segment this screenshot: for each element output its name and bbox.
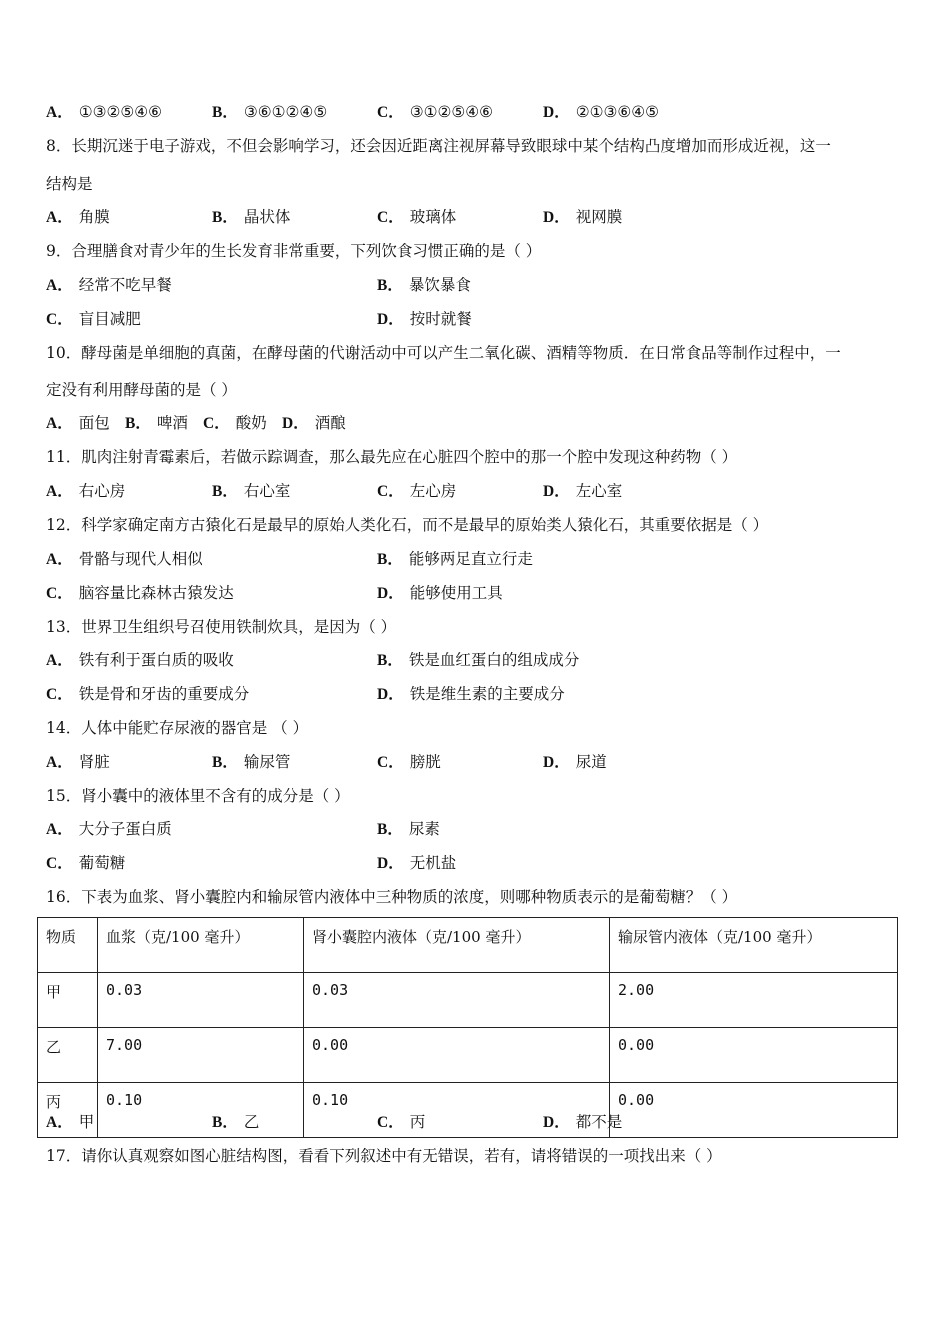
option-text: 肾脏 <box>78 753 110 771</box>
option-text: 葡萄糖 <box>78 854 126 872</box>
q11-stem: 11．肌肉注射青霉素后，若做示踪调查，那么最先应在心脏四个腔中的那一个腔中发现这种药物（ ） <box>46 448 738 466</box>
option-letter: B． <box>377 652 403 669</box>
option-letter: D． <box>543 483 570 500</box>
table-row <box>38 973 898 1028</box>
option-text: 乙 <box>243 1113 260 1131</box>
q11-option-d <box>543 481 622 502</box>
table-header-cell: 输尿管内液体（克/100 毫升） <box>610 918 898 973</box>
q12-option-d <box>377 583 503 604</box>
q13-option-d <box>377 684 565 705</box>
option-text: 暴饮暴食 <box>408 276 471 294</box>
q7-option-b <box>212 102 327 123</box>
option-text: 盲目减肥 <box>78 310 141 328</box>
table-cell: 0.03 <box>98 973 304 1028</box>
option-letter: D． <box>377 855 404 872</box>
option-letter: D． <box>543 1114 570 1131</box>
option-letter: A． <box>46 652 73 669</box>
q7-option-d <box>543 102 659 123</box>
q9-option-d <box>377 309 472 330</box>
option-letter: D． <box>377 311 404 328</box>
option-letter: B． <box>212 754 238 771</box>
option-text: 右心室 <box>243 482 291 500</box>
option-letter: C． <box>377 209 404 226</box>
option-text: 经常不吃早餐 <box>78 276 172 294</box>
table-row <box>38 1028 898 1083</box>
option-text: 无机盐 <box>409 854 457 872</box>
option-letter: C． <box>377 104 404 121</box>
q8-stem-line2: 结构是 <box>46 175 93 193</box>
option-text: 都不是 <box>575 1113 623 1131</box>
q12-option-c <box>46 583 234 604</box>
q16-option-b <box>212 1112 259 1133</box>
option-text: 按时就餐 <box>409 310 472 328</box>
option-text: ②①③⑥④⑤ <box>575 103 660 121</box>
q8-stem-line1: 8．长期沉迷于电子游戏，不但会影响学习，还会因近距离注视屏幕导致眼球中某个结构凸度增加而形成近视，这一 <box>46 137 831 155</box>
q17-stem: 17．请你认真观察如图心脏结构图，看看下列叙述中有无错误，若有，请将错误的一项找出来（ ） <box>46 1147 722 1165</box>
option-text: 能够两足直立行走 <box>408 550 533 568</box>
option-text: 丙 <box>409 1113 426 1131</box>
option-text: ①③②⑤④⑥ <box>78 103 163 121</box>
option-letter: D． <box>543 754 570 771</box>
table-header-cell: 血浆（克/100 毫升） <box>98 918 304 973</box>
q12-option-b <box>377 549 533 570</box>
table-header-cell: 物质 <box>38 918 98 973</box>
q16-stem: 16．下表为血浆、肾小囊腔内和输尿管内液体中三种物质的浓度，则哪种物质表示的是葡萄糖？（ ） <box>46 888 738 906</box>
table-cell: 7.00 <box>98 1028 304 1083</box>
q10-stem-line1: 10．酵母菌是单细胞的真菌，在酵母菌的代谢活动中可以产生二氧化碳、酒精等物质．在日常食品等制作过程中，一 <box>46 344 841 362</box>
q8-option-b <box>212 207 290 228</box>
q13-option-c <box>46 684 249 705</box>
q14-stem: 14．人体中能贮存尿液的器官是 （ ） <box>46 719 309 737</box>
table-cell: 0.10 <box>98 1083 304 1138</box>
option-text: 铁有利于蛋白质的吸收 <box>78 651 234 669</box>
q15-stem: 15．肾小囊中的液体里不含有的成分是（ ） <box>46 787 350 805</box>
option-text: 酸奶 <box>235 414 267 432</box>
q12-stem: 12．科学家确定南方古猿化石是最早的原始人类化石，而不是最早的原始类人猿化石，其重要依据是（ ） <box>46 516 769 534</box>
table-header-row <box>38 918 898 973</box>
option-letter: B． <box>377 551 403 568</box>
table-cell: 0.10 <box>304 1083 610 1138</box>
option-letter: C． <box>46 855 73 872</box>
concentration-table <box>37 917 898 1138</box>
q15-option-a <box>46 819 172 840</box>
q10-option-c <box>203 413 267 434</box>
q14-option-a <box>46 752 110 773</box>
option-text: 大分子蛋白质 <box>78 820 172 838</box>
option-letter: B． <box>377 277 403 294</box>
option-letter: C． <box>46 686 73 703</box>
option-letter: D． <box>543 209 570 226</box>
option-letter: A． <box>46 104 73 121</box>
option-letter: D． <box>282 415 309 432</box>
q14-option-c <box>377 752 441 773</box>
option-text: 晶状体 <box>243 208 291 226</box>
option-letter: C． <box>46 585 73 602</box>
option-text: 尿素 <box>408 820 440 838</box>
option-text: 脑容量比森林古猿发达 <box>78 584 234 602</box>
option-letter: D． <box>377 585 404 602</box>
option-letter: C． <box>377 1114 404 1131</box>
option-text: 角膜 <box>78 208 110 226</box>
option-letter: B． <box>212 483 238 500</box>
q8-option-a <box>46 207 110 228</box>
option-letter: B． <box>212 104 238 121</box>
option-letter: B． <box>377 821 403 838</box>
option-letter: B． <box>125 415 151 432</box>
option-text: 铁是血红蛋白的组成成分 <box>408 651 580 669</box>
table-cell: 2.00 <box>610 973 898 1028</box>
option-text: 铁是骨和牙齿的重要成分 <box>78 685 250 703</box>
option-text: 尿道 <box>575 753 607 771</box>
option-text: 能够使用工具 <box>409 584 503 602</box>
table-cell: 甲 <box>38 973 98 1028</box>
q10-option-a <box>46 413 110 434</box>
table-cell: 0.00 <box>610 1083 898 1138</box>
option-text: 右心房 <box>78 482 126 500</box>
q8-option-c <box>377 207 456 228</box>
q9-stem: 9．合理膳食对青少年的生长发育非常重要，下列饮食习惯正确的是（ ） <box>46 242 542 260</box>
option-letter: A． <box>46 209 73 226</box>
q14-option-d <box>543 752 607 773</box>
table-row <box>38 1083 898 1138</box>
table-cell: 0.00 <box>304 1028 610 1083</box>
table-cell: 0.00 <box>610 1028 898 1083</box>
q9-option-b <box>377 275 471 296</box>
option-letter: A． <box>46 821 73 838</box>
option-letter: D． <box>377 686 404 703</box>
option-text: 左心室 <box>575 482 623 500</box>
q11-option-a <box>46 481 125 502</box>
q16-option-a <box>46 1112 94 1133</box>
option-letter: C． <box>46 311 73 328</box>
option-text: 酒酿 <box>314 414 346 432</box>
q13-option-a <box>46 650 234 671</box>
option-text: 甲 <box>78 1113 95 1131</box>
option-letter: C． <box>203 415 230 432</box>
option-text: 骨骼与现代人相似 <box>78 550 203 568</box>
q11-option-c <box>377 481 456 502</box>
table-cell: 丙 <box>38 1083 98 1138</box>
q10-stem-line2: 定没有利用酵母菌的是（ ） <box>46 381 237 399</box>
q15-option-d <box>377 853 456 874</box>
option-letter: C． <box>377 483 404 500</box>
q13-option-b <box>377 650 579 671</box>
option-letter: A． <box>46 483 73 500</box>
table-header-cell: 肾小囊腔内液体（克/100 毫升） <box>304 918 610 973</box>
option-text: 左心房 <box>409 482 457 500</box>
q7-option-c <box>377 102 493 123</box>
q12-option-a <box>46 549 203 570</box>
option-text: ③①②⑤④⑥ <box>409 103 494 121</box>
q15-option-b <box>377 819 440 840</box>
option-text: 视网膜 <box>575 208 623 226</box>
table-cell: 乙 <box>38 1028 98 1083</box>
q7-option-a <box>46 102 162 123</box>
option-letter: A． <box>46 1114 73 1131</box>
option-text: 啤酒 <box>156 414 188 432</box>
option-letter: A． <box>46 754 73 771</box>
q10-option-b <box>125 413 188 434</box>
option-letter: A． <box>46 415 73 432</box>
q11-option-b <box>212 481 290 502</box>
q16-option-c <box>377 1112 425 1133</box>
option-text: 玻璃体 <box>409 208 457 226</box>
option-letter: C． <box>377 754 404 771</box>
option-text: 输尿管 <box>243 753 291 771</box>
q9-option-a <box>46 275 172 296</box>
option-letter: A． <box>46 277 73 294</box>
table-cell: 0.03 <box>304 973 610 1028</box>
q15-option-c <box>46 853 125 874</box>
option-letter: B． <box>212 1114 238 1131</box>
q14-option-b <box>212 752 290 773</box>
option-text: ③⑥①②④⑤ <box>243 103 328 121</box>
q10-option-d <box>282 413 346 434</box>
option-letter: A． <box>46 551 73 568</box>
option-text: 面包 <box>78 414 110 432</box>
q13-stem: 13．世界卫生组织号召使用铁制炊具，是因为（ ） <box>46 618 397 636</box>
option-text: 铁是维生素的主要成分 <box>409 685 565 703</box>
q9-option-c <box>46 309 141 330</box>
option-text: 膀胱 <box>409 753 441 771</box>
option-letter: D． <box>543 104 570 121</box>
q16-option-d <box>543 1112 622 1133</box>
q8-option-d <box>543 207 622 228</box>
option-letter: B． <box>212 209 238 226</box>
